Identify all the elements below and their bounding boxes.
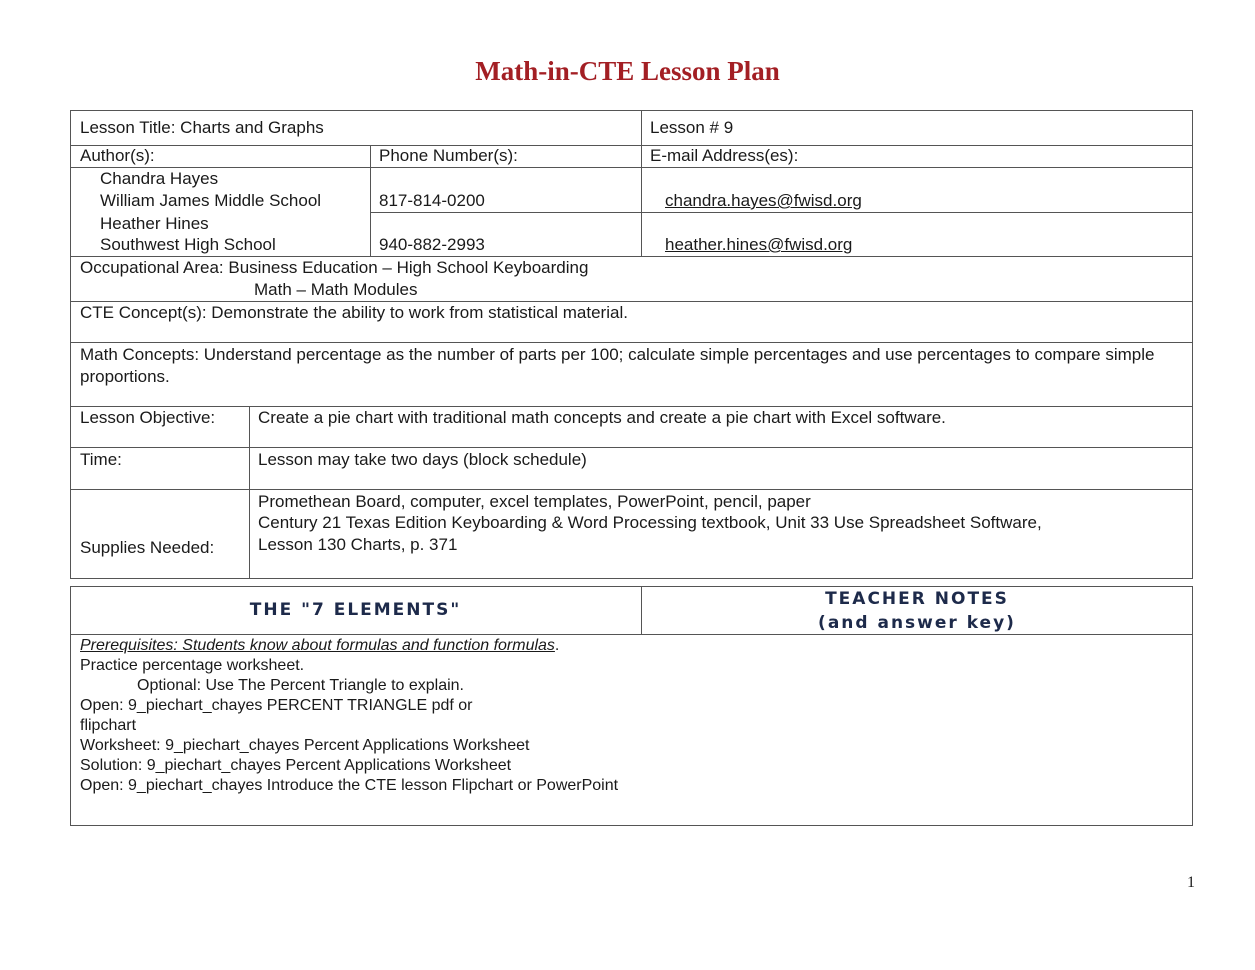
element-line: Practice percentage worksheet.	[80, 657, 305, 674]
author-school: Southwest High School	[100, 235, 276, 254]
supplies-label: Supplies Needed:	[80, 538, 215, 557]
element-line: Worksheet: 9_piechart_chayes Percent Applications Worksheet	[80, 737, 530, 754]
prerequisites	[80, 636, 559, 656]
authors-header: Author(s):	[80, 146, 155, 165]
prerequisites-period: .	[554, 637, 560, 654]
lesson-number: Lesson # 9	[650, 118, 734, 137]
author-phone: 940-882-2993	[379, 235, 485, 254]
element-line: Solution: 9_piechart_chayes Percent Applications Worksheet	[80, 757, 512, 774]
lesson-title: Lesson Title: Charts and Graphs	[80, 118, 324, 137]
time-value: Lesson may take two days (block schedule)	[258, 450, 587, 469]
prerequisites-text: Prerequisites: Students know about formulas and function formulas	[80, 637, 555, 654]
math-concepts: Math Concepts: Understand percentage as the number of parts per 100; calculate simple percentages and use percentages to compare simple proportions.	[80, 345, 1155, 386]
email-header: E-mail Address(es):	[650, 146, 799, 165]
page-number: 1	[1187, 874, 1195, 891]
page-title: Math-in-CTE Lesson Plan	[475, 56, 780, 86]
supplies-line: Century 21 Texas Edition Keyboarding & Word Processing textbook, Unit 33 Use Spreadsheet Software,	[258, 513, 1042, 532]
occupational-area: Occupational Area: Business Education – High School Keyboarding	[80, 258, 589, 277]
author-school: William James Middle School	[100, 191, 322, 210]
author-name: Heather Hines	[100, 214, 209, 233]
supplies-line: Lesson 130 Charts, p. 371	[258, 535, 458, 554]
cte-concept: CTE Concept(s): Demonstrate the ability to work from statistical material.	[80, 303, 628, 322]
answer-key-header: (and answer key)	[818, 613, 1016, 633]
phone-header: Phone Number(s):	[379, 146, 518, 165]
objective-label: Lesson Objective:	[80, 408, 216, 427]
supplies-line: Promethean Board, computer, excel templates, PowerPoint, pencil, paper	[258, 492, 811, 511]
objective-value: Create a pie chart with traditional math concepts and create a pie chart with Excel software.	[258, 408, 946, 427]
element-line: flipchart	[80, 717, 137, 734]
author-email-link[interactable]: heather.hines@fwisd.org	[665, 235, 853, 254]
element-line: Open: 9_piechart_chayes PERCENT TRIANGLE pdf or	[80, 697, 473, 714]
occupational-area-math: Math – Math Modules	[254, 280, 418, 299]
teacher-notes-header: TEACHER NOTES	[825, 589, 1009, 609]
element-line: Open: 9_piechart_chayes Introduce the CTE lesson Flipchart or PowerPoint	[80, 777, 619, 794]
time-label: Time:	[80, 450, 122, 469]
element-line: Optional: Use The Percent Triangle to explain.	[137, 677, 464, 694]
seven-elements-header: THE "7 ELEMENTS"	[249, 600, 462, 620]
author-phone: 817-814-0200	[379, 191, 485, 210]
author-name: Chandra Hayes	[100, 169, 219, 188]
author-email-link[interactable]: chandra.hayes@fwisd.org	[665, 191, 862, 210]
